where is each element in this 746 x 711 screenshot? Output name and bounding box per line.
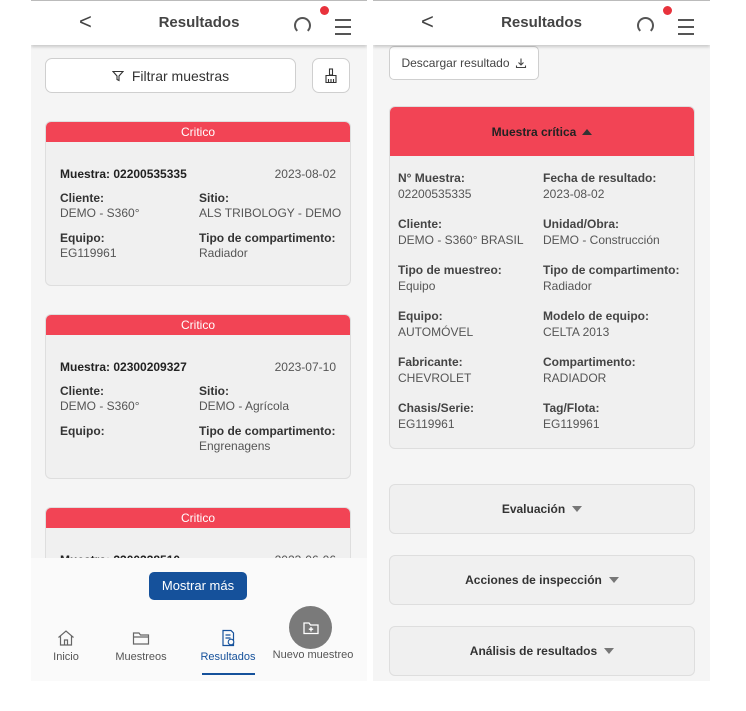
inspection-actions-toggle[interactable] <box>389 555 695 605</box>
results-list-screen <box>31 0 367 681</box>
evaluation-label: Evaluación <box>501 502 566 516</box>
client-value: DEMO - S360° <box>60 399 140 413</box>
download-icon <box>515 57 527 69</box>
notification-dot <box>320 6 329 15</box>
notification-dot <box>663 6 672 15</box>
critical-sample-header[interactable] <box>390 107 694 156</box>
client-value: DEMO - S360° BRASIL <box>398 233 524 247</box>
home-icon <box>56 628 76 648</box>
expand-icon <box>572 506 582 512</box>
download-result-button[interactable] <box>389 46 539 80</box>
new-sample-fab[interactable] <box>289 606 332 649</box>
collapse-icon <box>582 129 592 135</box>
compartment-type-label: Tipo de compartimento: <box>199 424 336 438</box>
app-bar <box>373 0 710 45</box>
sample-card[interactable] <box>45 121 351 286</box>
compartment-type-value: Engrenagens <box>199 439 271 453</box>
sample-number-label: N° Muestra: <box>398 171 465 185</box>
download-result-label: Descargar resultado <box>401 56 510 70</box>
equipment-model-label: Modelo de equipo: <box>543 309 649 323</box>
refresh-icon[interactable] <box>294 17 311 34</box>
nav-label: Nuevo muestreo <box>272 649 354 661</box>
client-label: Cliente: <box>60 384 105 398</box>
unit-value: DEMO - Construcción <box>543 233 660 247</box>
equipment-value: EG119961 <box>60 246 117 260</box>
compartment-value: RADIADOR <box>543 371 607 385</box>
menu-icon[interactable] <box>335 19 351 40</box>
menu-icon[interactable] <box>678 19 694 40</box>
filter-samples-label: Filtrar muestras <box>131 67 230 84</box>
new-sample-icon <box>301 618 321 638</box>
nav-item-home[interactable] <box>31 628 106 663</box>
sampling-type-value: Equipo <box>398 279 436 293</box>
results-analysis-toggle[interactable] <box>389 626 695 676</box>
page-title: Resultados <box>158 14 240 31</box>
back-arrow-icon[interactable]: < <box>421 9 434 34</box>
sample-number-value: 02200535335 <box>398 187 472 201</box>
sample-number: Muestra: 02300209327 <box>60 360 187 374</box>
broom-icon <box>324 68 338 84</box>
compartment-label: Compartimento: <box>543 355 636 369</box>
evaluation-section-toggle[interactable] <box>389 484 695 534</box>
inspection-actions-label: Acciones de inspección <box>465 573 602 587</box>
app-bar <box>31 0 367 45</box>
filter-samples-button[interactable] <box>45 58 296 93</box>
refresh-icon[interactable] <box>637 17 654 34</box>
compartment-type-value: Radiador <box>543 279 592 293</box>
back-arrow-icon[interactable]: < <box>79 9 92 34</box>
show-more-button[interactable]: Mostrar más <box>149 572 247 600</box>
sample-date: 2023-07-10 <box>274 360 336 374</box>
nav-item-samplings[interactable] <box>101 628 181 663</box>
critical-sample-panel <box>389 106 695 449</box>
chassis-label: Chasis/Serie: <box>398 401 475 415</box>
expand-icon <box>604 648 614 654</box>
sample-number: Muestra: 02200535335 <box>60 167 187 181</box>
filter-icon <box>112 70 124 82</box>
result-date-value: 2023-08-02 <box>543 187 605 201</box>
nav-label: Muestreos <box>115 651 167 663</box>
site-label: Sitio: <box>199 384 229 398</box>
tag-value: EG119961 <box>543 417 600 431</box>
compartment-type-label: Tipo de compartimento: <box>199 231 336 245</box>
equipment-value: AUTOMÓVEL <box>398 325 474 339</box>
sample-card[interactable] <box>45 314 351 479</box>
compartment-type-value: Radiador <box>199 246 248 260</box>
expand-icon <box>609 577 619 583</box>
active-tab-indicator <box>202 673 255 675</box>
results-analysis-label: Análisis de resultados <box>469 644 598 658</box>
client-label: Cliente: <box>60 191 105 205</box>
equipment-label: Equipo: <box>398 309 443 323</box>
client-label: Cliente: <box>398 217 443 231</box>
result-date-label: Fecha de resultado: <box>543 171 657 185</box>
status-banner: Critico <box>46 122 350 142</box>
nav-label: Inicio <box>53 651 79 663</box>
critical-sample-title: Muestra crítica <box>491 124 577 139</box>
status-banner: Critico <box>46 508 350 528</box>
nav-item-new-sample[interactable] <box>270 649 356 661</box>
manufacturer-label: Fabricante: <box>398 355 463 369</box>
result-detail-screen <box>373 0 710 681</box>
site-value: DEMO - Agrícola <box>199 399 290 413</box>
results-icon <box>218 628 238 648</box>
compartment-type-label: Tipo de compartimento: <box>543 263 680 277</box>
equipment-label: Equipo: <box>60 231 105 245</box>
nav-item-results[interactable] <box>188 628 268 663</box>
equipment-label: Equipo: <box>60 424 105 438</box>
bottom-bar <box>31 558 367 681</box>
sample-date: 2023-08-02 <box>274 167 336 181</box>
page-title: Resultados <box>501 14 582 31</box>
tag-label: Tag/Flota: <box>543 401 600 415</box>
clear-filters-button[interactable] <box>312 58 350 93</box>
sampling-type-label: Tipo de muestreo: <box>398 263 502 277</box>
nav-label: Resultados <box>200 651 256 663</box>
unit-label: Unidad/Obra: <box>543 217 620 231</box>
manufacturer-value: CHEVROLET <box>398 371 472 385</box>
chassis-value: EG119961 <box>398 417 455 431</box>
site-label: Sitio: <box>199 191 229 205</box>
equipment-model-value: CELTA 2013 <box>543 325 610 339</box>
status-banner: Critico <box>46 315 350 335</box>
folder-icon <box>131 628 151 648</box>
site-value: ALS TRIBOLOGY - DEMO <box>199 206 342 220</box>
client-value: DEMO - S360° <box>60 206 140 220</box>
